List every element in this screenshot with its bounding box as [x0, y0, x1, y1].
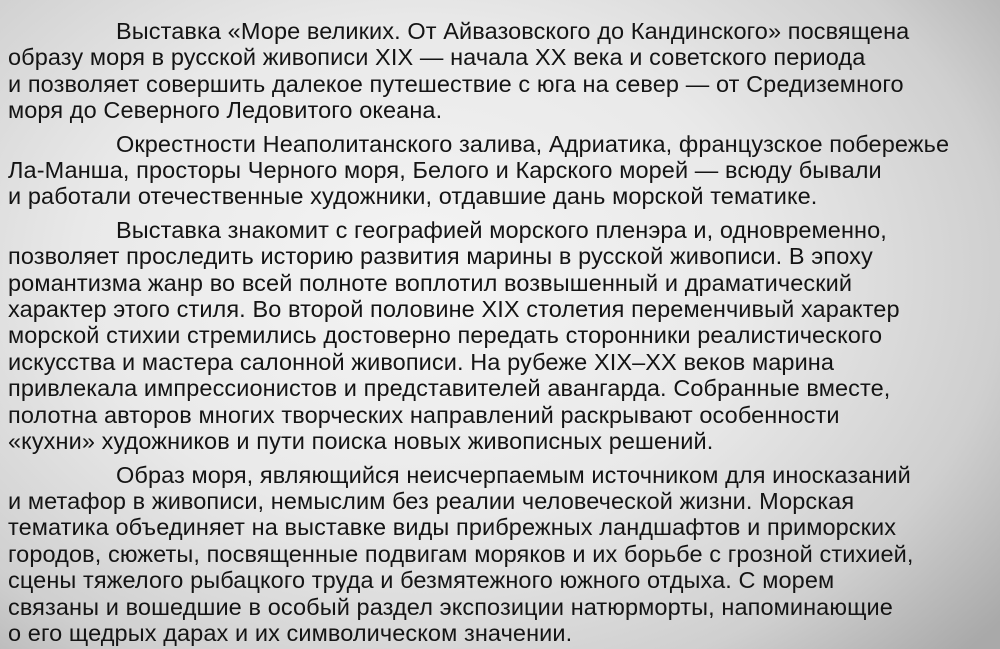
text-line: Выставка знакомит с географией морского пленэра и, одновременно,: [116, 216, 887, 243]
text-line: и работали отечественные художники, отдавшие дань морской тематике.: [8, 183, 818, 210]
paragraph-metaphor: [8, 462, 983, 647]
text-line: привлекала импрессионистов и представителей авангарда. Собранные вместе,: [8, 375, 891, 402]
text-line: городов, сюжеты, посвященные подвигам моряков и их борьбе с грозной стихией,: [8, 540, 914, 567]
text-line: Выставка «Море великих. От Айвазовского до Кандинского» посвящена: [116, 18, 910, 44]
text-line: о его щедрых дарах и их символическом значении.: [8, 619, 573, 646]
text-line: Окрестности Неаполитанского залива, Адриатика, французское побережье: [116, 130, 950, 157]
text-line: моря до Северного Ледовитого океана.: [8, 97, 443, 124]
text-line: образу моря в русской живописи XIX — начала XX века и советского периода: [8, 44, 866, 71]
text-line: и метафор в живописи, немыслим без реалии человеческой жизни. Морская: [8, 487, 855, 514]
paragraph-history: [8, 217, 983, 455]
paragraph-intro: [8, 18, 983, 124]
text-line: романтизма жанр во всей полноте воплотил возвышенный и драматический: [8, 269, 853, 296]
text-line: связаны и вошедшие в особый раздел экспозиции натюрморты, напоминающие: [8, 593, 893, 620]
paragraph-locations: [8, 131, 983, 210]
exhibition-text-block: [8, 18, 983, 649]
text-line: тематика объединяет на выставке виды прибрежных ландшафтов и приморских: [8, 514, 897, 541]
text-line: и позволяет совершить далекое путешествие с юга на север — от Средиземного: [8, 70, 904, 97]
text-line: «кухни» художников и пути поиска новых живописных решений.: [8, 428, 714, 455]
text-line: позволяет проследить историю развития марины в русской живописи. В эпоху: [8, 243, 873, 270]
text-line: сцены тяжелого рыбацкого труда и безмятежного южного отдыха. С морем: [8, 567, 835, 594]
text-line: искусства и мастера салонной живописи. На рубеже XIX–XX веков марина: [8, 348, 835, 375]
text-line: Образ моря, являющийся неисчерпаемым источником для иносказаний: [116, 461, 911, 488]
text-line: характер этого стиля. Во второй половине XIX столетия переменчивый характер: [8, 296, 900, 323]
text-line: полотна авторов многих творческих направлений раскрывают особенности: [8, 401, 840, 428]
text-line: Ла-Манша, просторы Черного моря, Белого и Карского морей — всюду бывали: [8, 157, 882, 184]
text-line: морской стихии стремились достоверно передать сторонники реалистического: [8, 322, 883, 349]
